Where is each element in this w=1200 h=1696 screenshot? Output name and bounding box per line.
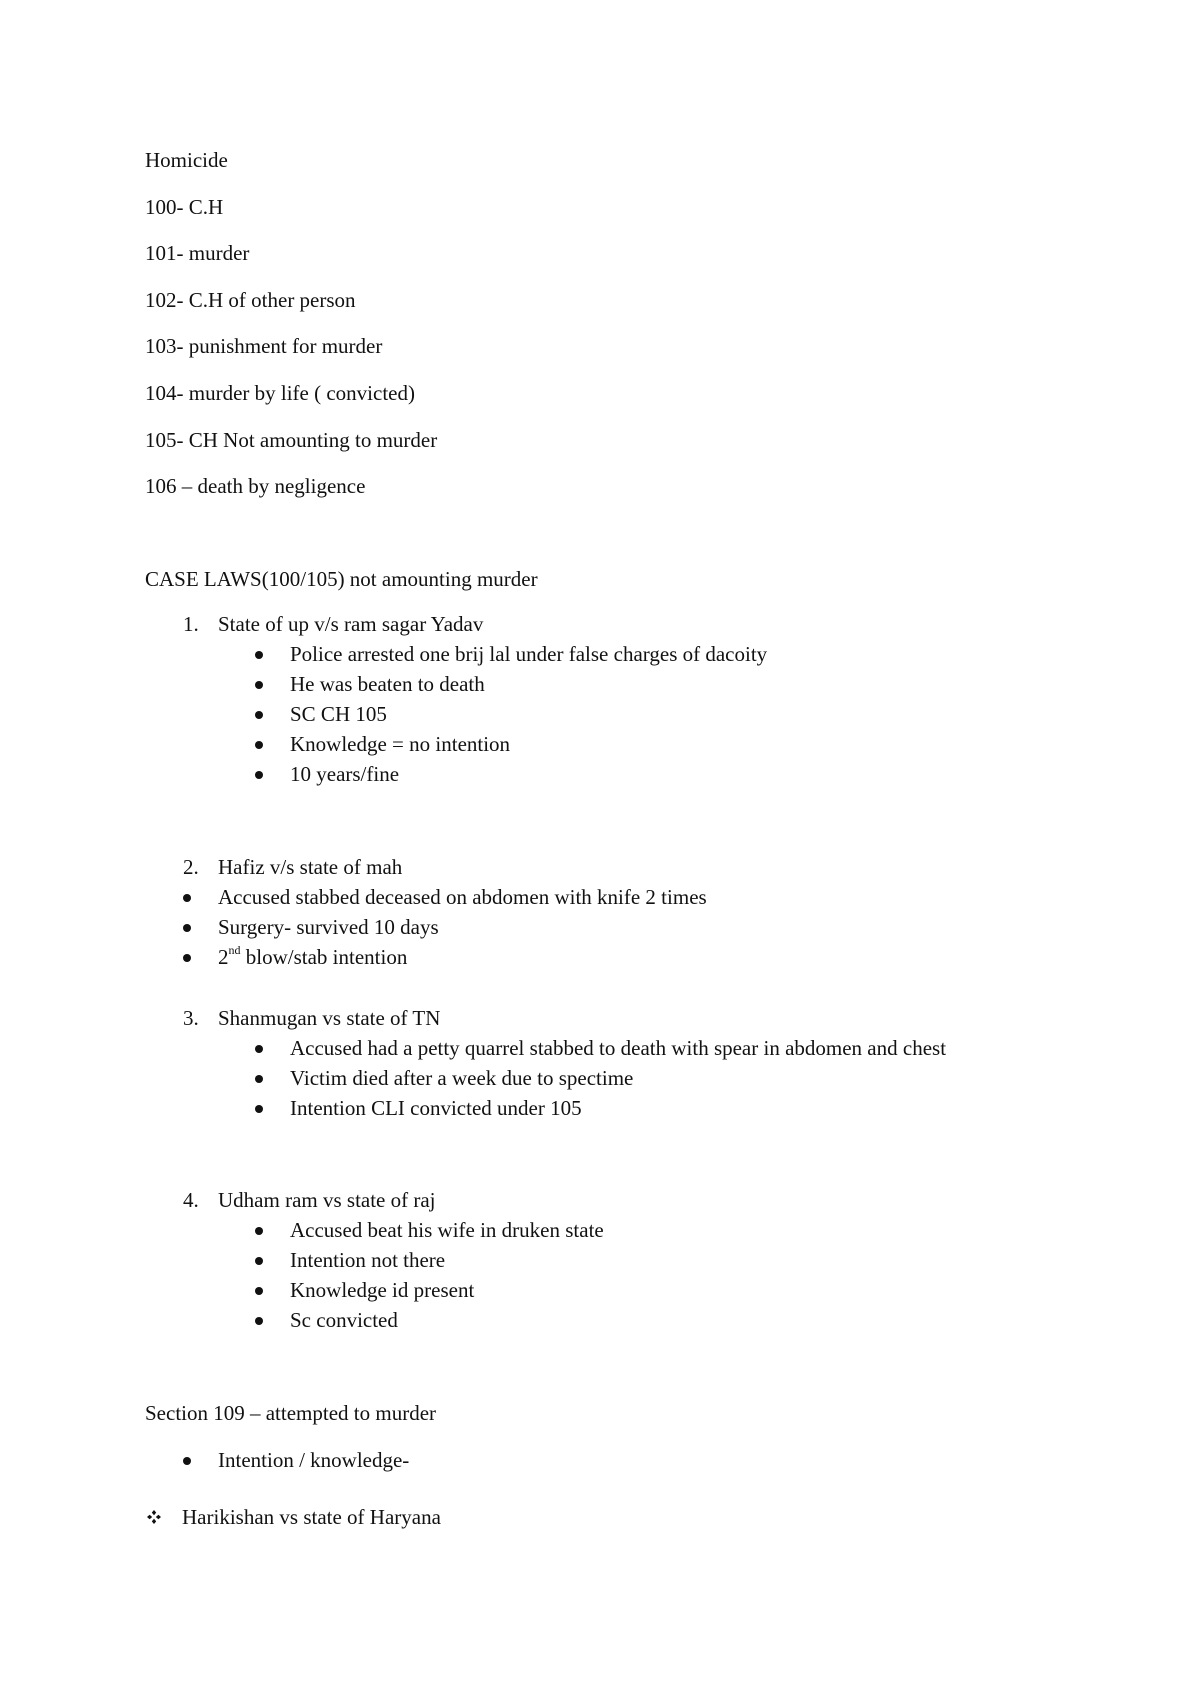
section-item: 105- CH Not amounting to murder: [145, 428, 438, 452]
case-title: Shanmugan vs state of TN: [218, 1006, 441, 1030]
section-item: 100- C.H: [145, 195, 224, 219]
bullet-icon: [255, 741, 263, 749]
case-title: State of up v/s ram sagar Yadav: [218, 612, 484, 636]
case-title: Udham ram vs state of raj: [218, 1188, 436, 1212]
bullet-icon: [255, 1105, 263, 1113]
bullet-icon: [255, 681, 263, 689]
case-point: SC CH 105: [290, 702, 387, 726]
case-point: Surgery- survived 10 days: [218, 915, 439, 939]
case-point: Accused stabbed deceased on abdomen with knife 2 times: [218, 885, 707, 909]
bullet-icon: [255, 1227, 263, 1235]
harikishan-case-title: Harikishan vs state of Haryana: [182, 1505, 441, 1529]
four-diamond-bullet-icon: [146, 1509, 162, 1525]
case-number: 1.: [183, 612, 199, 636]
bullet-icon: [183, 1457, 191, 1465]
case-number: 4.: [183, 1188, 199, 1212]
ordinal-number: 2: [218, 945, 229, 969]
bullet-icon: [255, 1317, 263, 1325]
case-number: 3.: [183, 1006, 199, 1030]
bullet-icon: [255, 1287, 263, 1295]
case-number: 2.: [183, 855, 199, 879]
bullet-icon: [183, 894, 191, 902]
case-point: 10 years/fine: [290, 762, 400, 786]
section-heading-homicide: Homicide: [145, 148, 228, 172]
section-item: 104- murder by life ( convicted): [145, 381, 415, 405]
case-point: Accused beat his wife in druken state: [290, 1218, 604, 1242]
case-point: Victim died after a week due to spectime: [290, 1066, 634, 1090]
case-laws-heading: CASE LAWS(100/105) not amounting murder: [145, 567, 538, 591]
bullet-icon: [255, 1045, 263, 1053]
case-point: He was beaten to death: [290, 672, 485, 696]
case-point: [218, 943, 408, 969]
bullet-icon: [183, 924, 191, 932]
bullet-icon: [255, 1257, 263, 1265]
section-item: 102- C.H of other person: [145, 288, 356, 312]
bullet-icon: [255, 711, 263, 719]
section-item: 101- murder: [145, 241, 250, 265]
case-point: Sc convicted: [290, 1308, 398, 1332]
case-point: Knowledge = no intention: [290, 732, 511, 756]
bullet-icon: [255, 651, 263, 659]
bullet-icon: [255, 1075, 263, 1083]
case-point: Intention CLI convicted under 105: [290, 1096, 582, 1120]
section-109-point: Intention / knowledge-: [218, 1448, 410, 1472]
bullet-icon: [183, 954, 191, 962]
point-text: blow/stab intention: [240, 945, 408, 969]
case-point: Intention not there: [290, 1248, 446, 1272]
case-point: Accused had a petty quarrel stabbed to death with spear in abdomen and chest: [290, 1036, 947, 1060]
case-point: Knowledge id present: [290, 1278, 475, 1302]
section-item: 106 – death by negligence: [145, 474, 366, 498]
section-item: 103- punishment for murder: [145, 334, 383, 358]
section-109-heading: Section 109 – attempted to murder: [145, 1401, 437, 1425]
case-point: Police arrested one brij lal under false charges of dacoity: [290, 642, 768, 666]
case-title: Hafiz v/s state of mah: [218, 855, 403, 879]
ordinal-suffix: nd: [228, 943, 241, 957]
bullet-icon: [255, 771, 263, 779]
